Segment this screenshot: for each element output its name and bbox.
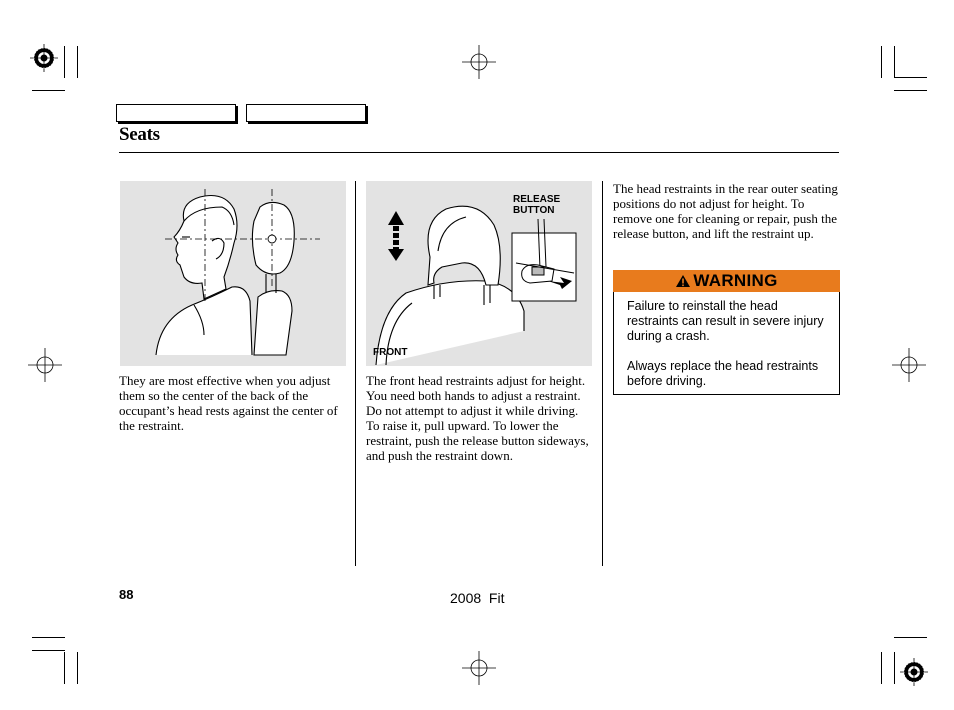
model-name: 2008 Fit — [450, 590, 505, 606]
warning-paragraph-1: Failure to reinstall the head restraints can result in severe injury during a crash. — [627, 299, 824, 343]
release-button-label-line2: BUTTON — [513, 205, 555, 216]
head-restraint-position-drawing — [120, 181, 346, 366]
section-tab-2 — [246, 104, 366, 122]
warning-paragraph-2: Always replace the head restraints before driving. — [627, 359, 819, 388]
warning-triangle-icon — [675, 274, 691, 288]
front-head-restraint-drawing — [366, 181, 592, 366]
page-number: 88 — [119, 587, 134, 602]
column-divider-1 — [355, 181, 356, 566]
header-rule — [119, 152, 839, 153]
warning-box — [613, 292, 840, 395]
column-2-paragraph: The front head restraints adjust for height. You need both hands to adjust a restraint. Do not attempt to adjust it while driving. To raise it, pull upward. To lower the restraint, push the release button sideways, and push the restraint down. — [366, 373, 589, 463]
front-label: FRONT — [373, 347, 408, 358]
release-button-label-line1: RELEASE — [513, 194, 561, 205]
head-position-illustration — [120, 181, 346, 366]
section-tab-1 — [116, 104, 236, 122]
column-1-paragraph: They are most effective when you adjust them so the center of the back of the occupant’s head rests against the center of the restraint. — [119, 373, 338, 433]
column-3-paragraph: The head restraints in the rear outer seating positions do not adjust for height. To remove one for cleaning or repair, push the release button, and lift the restraint up. — [613, 181, 838, 241]
warning-header — [613, 270, 840, 292]
warning-heading: WARNING — [693, 271, 778, 290]
column-divider-2 — [602, 181, 603, 566]
front-restraint-illustration — [366, 181, 592, 366]
page-title: Seats — [119, 124, 160, 145]
